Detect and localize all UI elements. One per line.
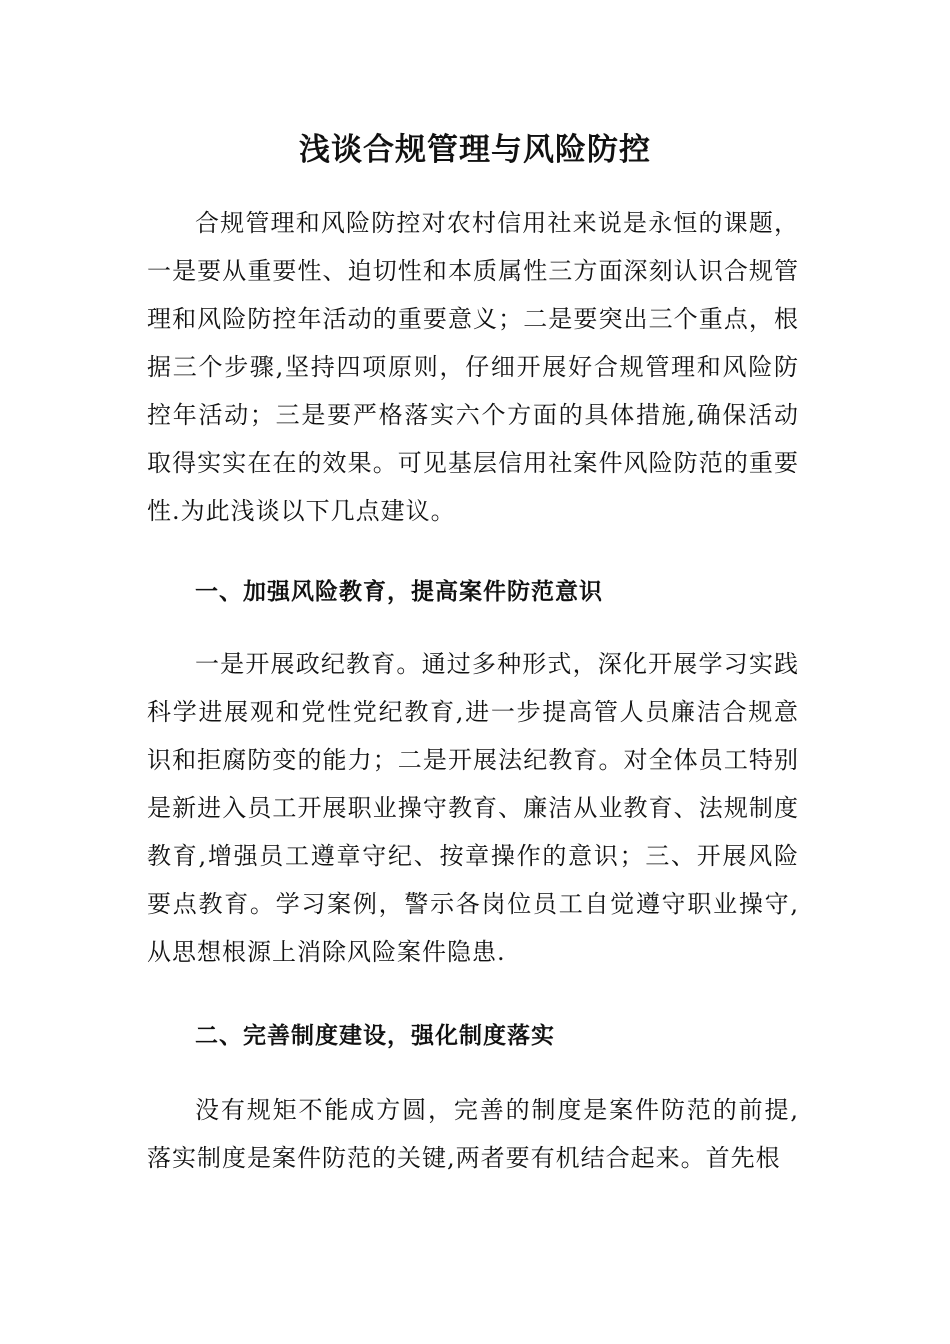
intro-paragraph: 合规管理和风险防控对农村信用社来说是永恒的课题，一是要从重要性、迫切性和本质属性三方面深刻认识合规管理和风险防控年活动的重要意义；二是要突出三个重点，根据三个步骤,坚持四项原则，仔细开展好合规管理和风险防控年活动；三是要严格落实六个方面的具体措施,确保活动取得实实在在的效果。可见基层信用社案件风险防范的重要性.为此浅谈以下几点建议。 bbox=[147, 209, 799, 525]
section-1-paragraph: 一是开展政纪教育。通过多种形式，深化开展学习实践科学进展观和党性党纪教育,进一步提高管人员廉洁合规意识和拒腐防变的能力；二是开展法纪教育。对全体员工特别是新进入员工开展职业操守教育、廉洁从业教育、法规制度教育,增强员工遵章守纪、按章操作的意识；三、开展风险要点教育。学习案例，警示各岗位员工自觉遵守职业操守,从思想根源上消除风险案件隐患. bbox=[147, 650, 799, 966]
section-heading-2: 二、完善制度建设，强化制度落实 bbox=[195, 1023, 555, 1049]
section-2-paragraph: 没有规矩不能成方圆，完善的制度是案件防范的前提,落实制度是案件防范的关键,两者要有机结合起来。首先根 bbox=[147, 1096, 799, 1172]
document-title: 浅谈合规管理与风险防控 bbox=[299, 132, 651, 168]
section-heading-1: 一、加强风险教育，提高案件防范意识 bbox=[195, 579, 603, 605]
